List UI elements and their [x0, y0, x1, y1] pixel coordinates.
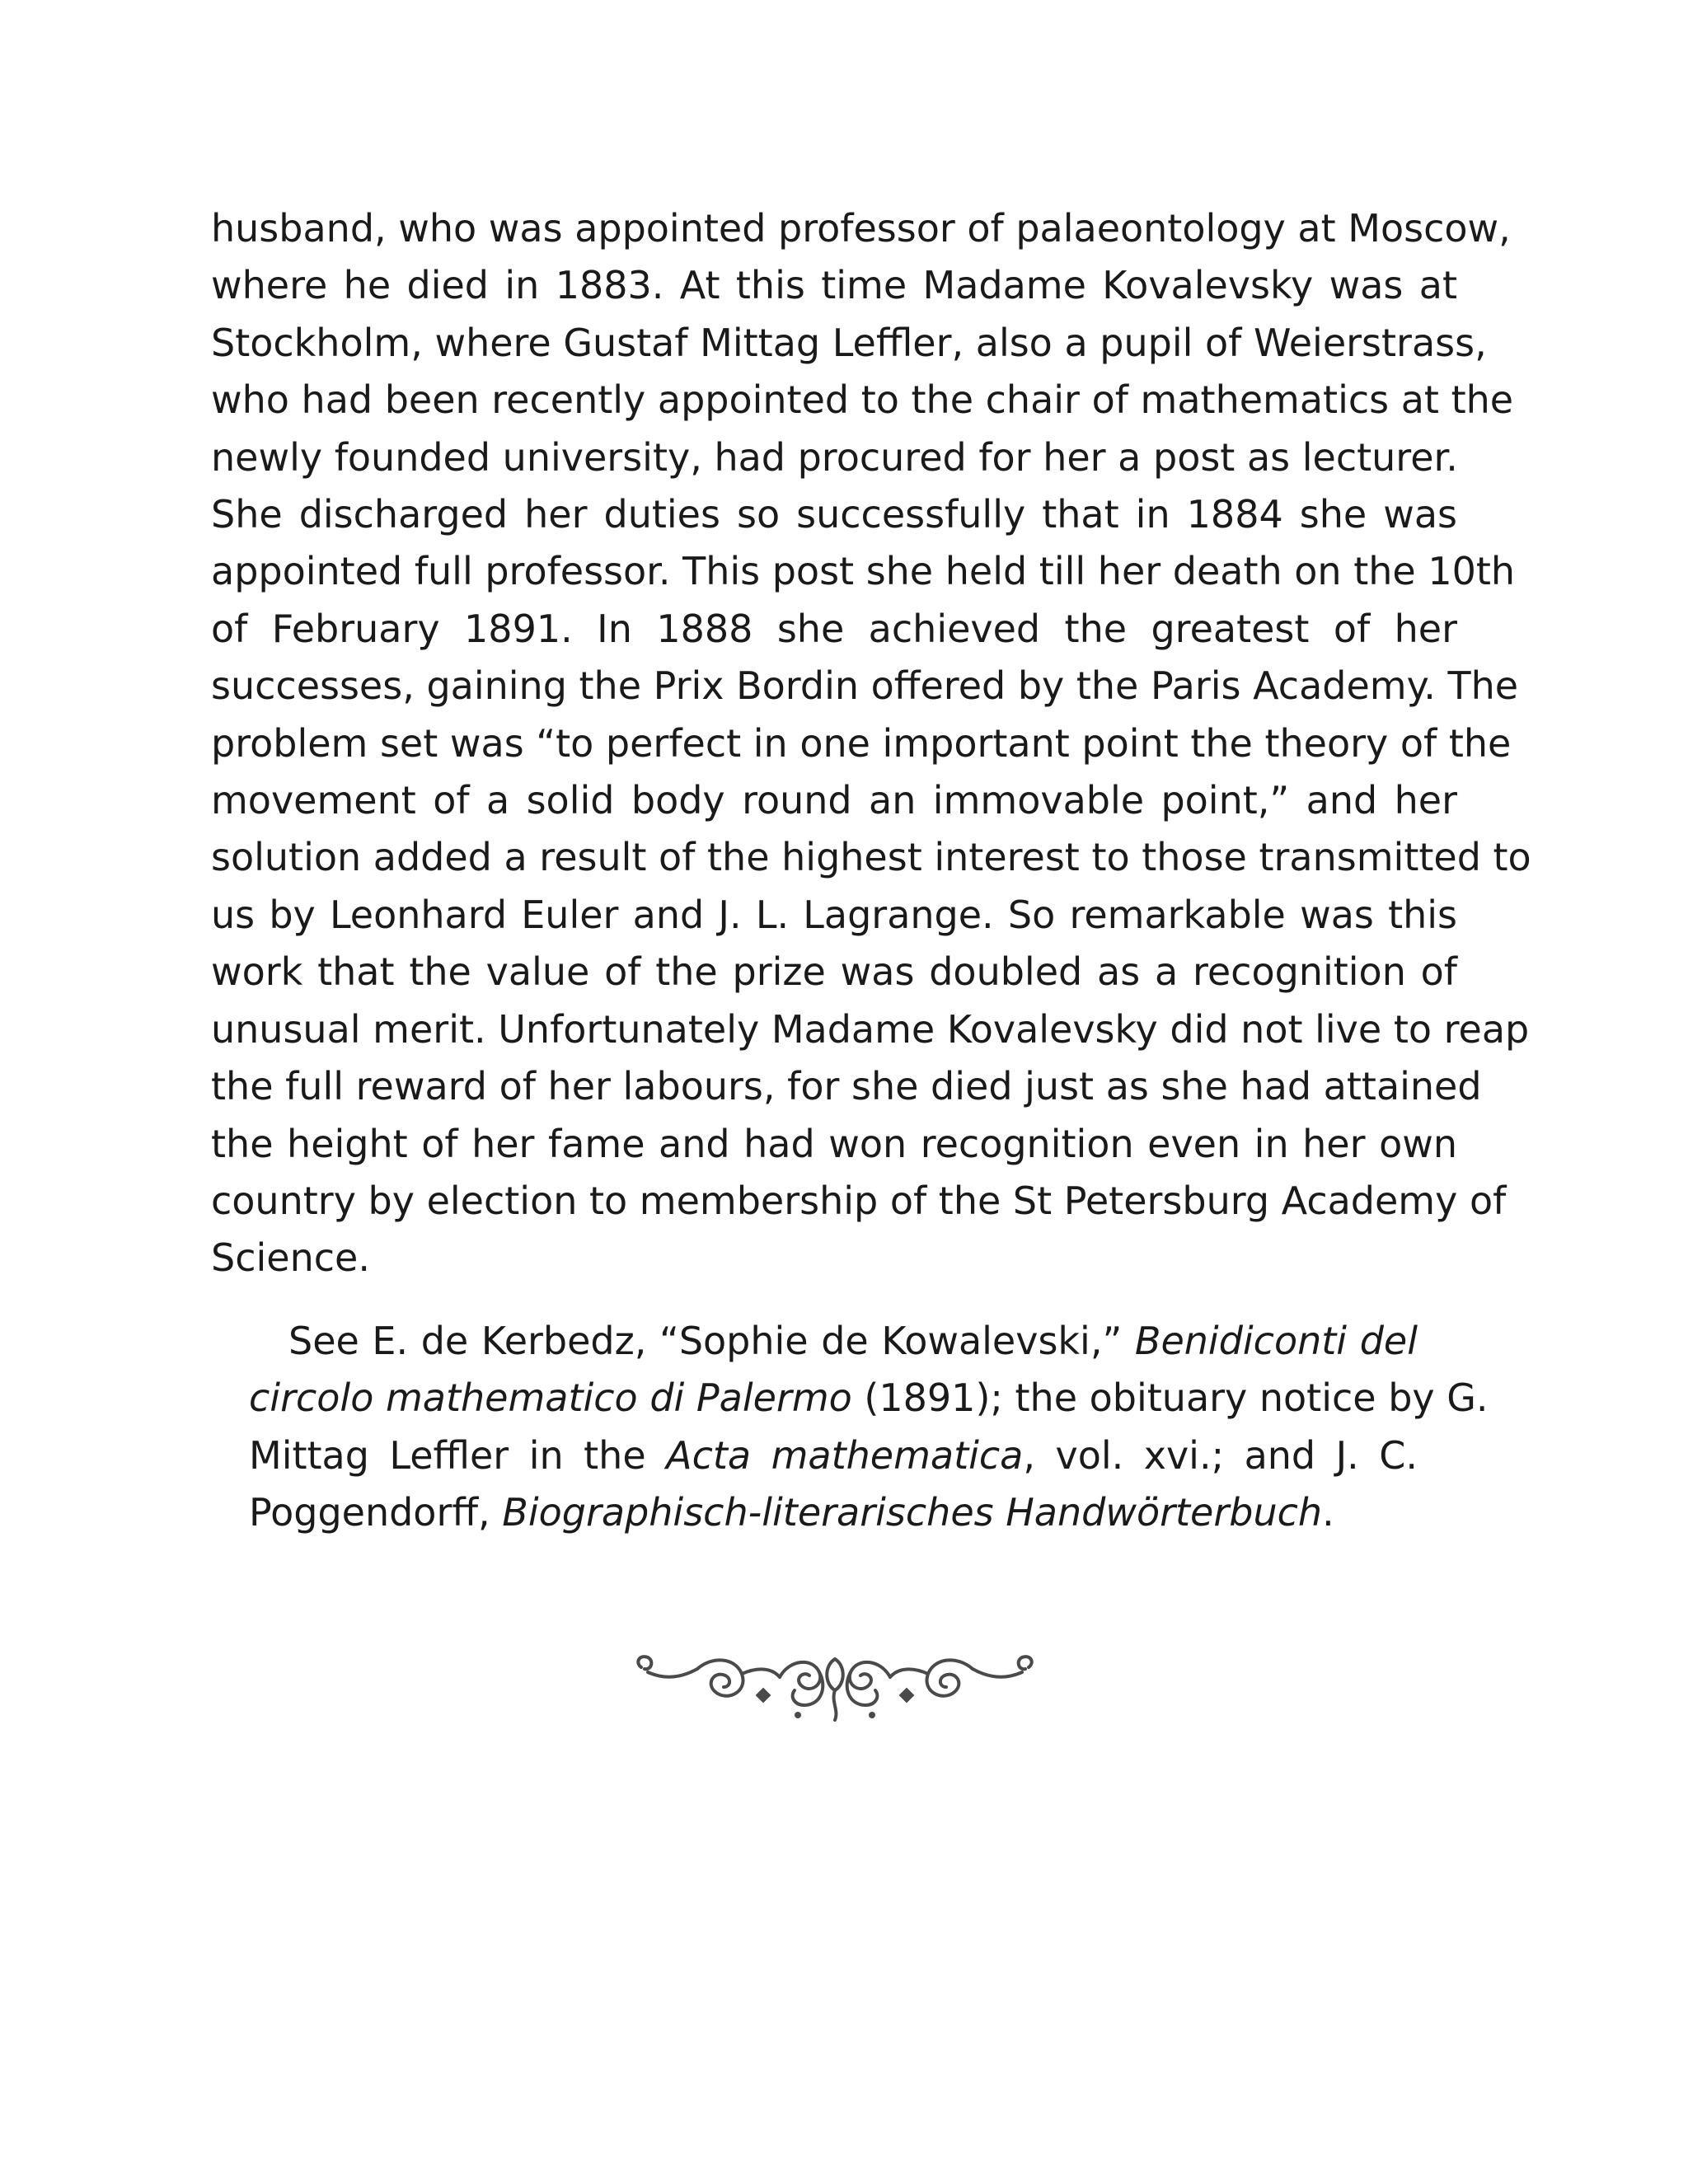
bibliography-note	[249, 1313, 1489, 1542]
body-line: problem set was “to perfect in one important point the theory of the	[211, 720, 1512, 766]
footnote-text: Poggendorff,	[249, 1490, 503, 1535]
body-line: appointed full professor. This post she held till her death on the 10th	[211, 549, 1516, 594]
body-line: Stockholm, where Gustaf Mittag Leffler, also a pupil of Weierstrass,	[211, 320, 1487, 365]
footnote-line	[249, 1370, 1489, 1427]
footnote-title: Benidiconti del	[1134, 1319, 1418, 1363]
footnote-title: Acta mathematica	[666, 1432, 1024, 1478]
body-line: successes, gaining the Prix Bordin offered by the Paris Academy. The	[211, 663, 1519, 709]
footnote-text: , vol. xvi.; and J. C.	[1023, 1432, 1418, 1478]
body-line: us by Leonhard Euler and J. L. Lagrange. So remarkable was this	[211, 892, 1457, 937]
body-line: country by election to membership of the St Petersburg Academy of	[211, 1178, 1507, 1223]
body-line: the full reward of her labours, for she died just as she had attained	[211, 1064, 1482, 1109]
footnote-text: Mittag Leffler in the	[249, 1432, 667, 1478]
body-line: of February 1891. In 1888 she achieved the greatest of her	[211, 606, 1457, 651]
footnote-text: .	[1322, 1490, 1334, 1535]
body-line: She discharged her duties so successfully that in 1884 she was	[211, 492, 1457, 537]
body-line: who had been recently appointed to the chair of mathematics at the	[211, 377, 1514, 423]
body-line: husband, who was appointed professor of palaeontology at Moscow,	[211, 206, 1511, 251]
footnote-text: (1891); the obituary notice by G.	[851, 1376, 1489, 1421]
body-line: where he died in 1883. At this time Madame Kovalevsky was at	[211, 263, 1457, 308]
body-line: work that the value of the prize was doubled as a recognition of	[211, 949, 1457, 995]
footnote-line	[249, 1484, 1418, 1541]
scrollwork-ornament-icon	[633, 1644, 1037, 1743]
body-line: movement of a solid body round an immovable point,” and her	[211, 778, 1457, 823]
body-paragraph	[211, 200, 1531, 1287]
footnote-line	[249, 1427, 1418, 1484]
footnote-line	[249, 1313, 1418, 1370]
footnote-title: circolo mathematico di Palermo	[249, 1376, 852, 1421]
body-line: newly founded university, had procured for her a post as lecturer.	[211, 434, 1458, 480]
footnote-title: Biographisch-literarisches Handwörterbuch	[502, 1490, 1323, 1535]
body-line: Science.	[211, 1235, 370, 1281]
body-line: unusual merit. Unfortunately Madame Kovalevsky did not live to reap	[211, 1006, 1530, 1052]
footnote-text: See E. de Kerbedz, “Sophie de Kowalevski,”	[288, 1319, 1135, 1363]
body-line: the height of her fame and had won recognition even in her own	[211, 1121, 1457, 1166]
body-line: solution added a result of the highest interest to those transmitted to	[211, 835, 1531, 880]
